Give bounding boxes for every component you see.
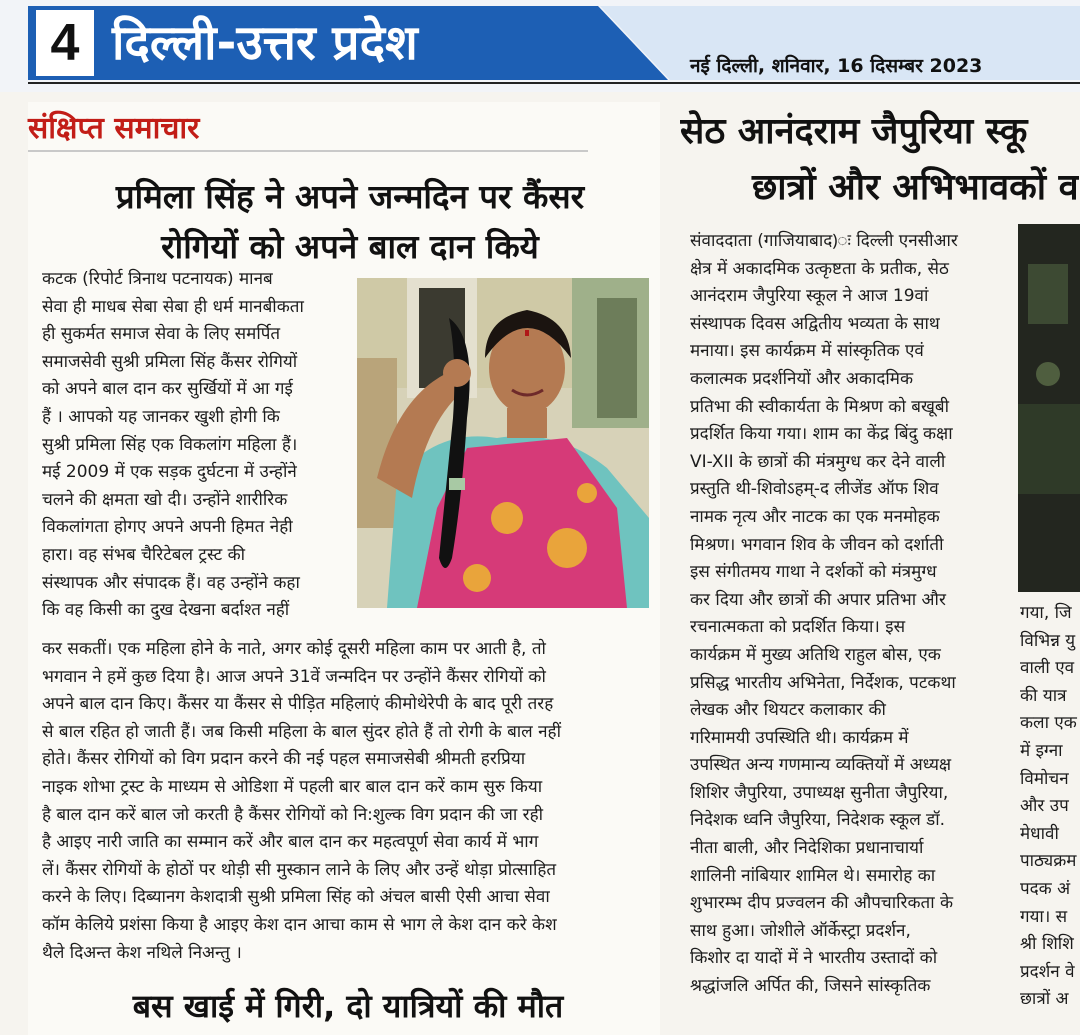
body-line: संस्थापक दिवस अद्वितीय भव्यता के साथ	[690, 313, 940, 334]
section-title: दिल्ली-उत्तर प्रदेश	[112, 15, 418, 71]
woman-holding-hair-photo	[357, 278, 649, 608]
second-headline: बस खाई में गिरी, दो यात्रियों की मौत	[132, 987, 564, 1025]
body-line: प्रस्तुति थी-शिवोऽहम्-द लीजेंड ऑफ शिव	[690, 479, 939, 500]
body-line: विमोचन	[1020, 768, 1069, 789]
body-line: वाली एव	[1020, 658, 1075, 679]
body-line: होते। कैंसर रोगियों को विग प्रदान करने की नई पहल समाजसेबी श्रीमती हरप्रिया	[42, 749, 526, 770]
body-line: से बाल रहित हो जाती हैं। जब किसी महिला के बाल सुंदर होते हैं तो रोगी के बाल नहीं	[42, 721, 561, 742]
body-line: सुश्री प्रमिला सिंह एक विकलांग महिला हैं।	[42, 434, 298, 455]
body-line: और उप	[1020, 796, 1069, 817]
page-number: 4	[36, 10, 94, 76]
body-line: करने के लिए। दिब्यानग केशदात्री सुश्री प्रमिला सिंह को अंचल बासी ऐसी आचा सेवा	[42, 887, 550, 908]
body-line: कला एक	[1020, 713, 1077, 734]
body-line: नामक नृत्य और नाटक का एक मनमोहक	[690, 506, 940, 527]
body-line: नाइक शोभा ट्रस्ट के माध्यम से ओडिशा में पहली बार बाल दान करें काम सुरु किया	[42, 776, 543, 797]
event-photo	[1018, 224, 1080, 592]
body-line: है आइए नारी जाति का सम्मान करें और बाल दान कर महत्वपूर्ण सेवा कार्य में भाग	[42, 832, 539, 853]
body-line: थैले दिअन्त केश नथिले निअन्तु ।	[42, 942, 242, 963]
right-article-body-col2	[1020, 600, 1080, 1014]
body-line: आनंदराम जैपुरिया स्कूल ने आज 19वां	[690, 286, 929, 307]
right-article-body	[690, 228, 996, 1001]
body-line: इस संगीतमय गाथा ने दर्शकों को मंत्रमुग्ध	[690, 562, 937, 583]
body-line: में इग्ना	[1020, 740, 1063, 761]
headline-line: छात्रों और अभिभावकों व	[752, 167, 1079, 208]
article-body-bottom	[42, 636, 650, 967]
body-line: शुभारम्भ दीप प्रज्वलन की औपचारिकता के	[690, 893, 954, 914]
body-line: ही सुकर्मत समाज सेवा के लिए समर्पित	[42, 324, 281, 345]
body-line: कर दिया और छात्रों की अपार प्रतिभा और	[690, 589, 946, 610]
body-line: संवाददाता (गाजियाबाद)ः दिल्ली एनसीआर	[690, 231, 958, 251]
body-line: लेखक और थियटर कलाकार की	[690, 700, 886, 721]
body-line: गरिमामयी उपस्थिति थी। कार्यक्रम में	[690, 727, 909, 748]
body-line: मेधावी	[1020, 823, 1059, 844]
body-line: सेवा ही माधब सेबा सेबा ही धर्म मानबीकता	[42, 296, 304, 317]
header-rule	[28, 82, 1080, 84]
body-line: हैं । आपको यह जानकर खुशी होगी कि	[42, 406, 280, 427]
body-line: हारा। वह संभब चैरिटेबल ट्रस्ट की	[42, 544, 246, 565]
body-line: किशोर दा यादों में ने भारतीय उस्तादों को	[690, 948, 938, 969]
body-line: प्रदर्शन वे	[1020, 961, 1075, 982]
body-line: नीता बाली, और निदेशिका प्रधानाचार्या	[690, 838, 924, 859]
body-line: मिश्रण। भगवान शिव के जीवन को दर्शाती	[690, 534, 944, 555]
dateline: नई दिल्ली, शनिवार, 16 दिसम्बर 2023	[690, 55, 983, 77]
body-line: VI-XII के छात्रों की मंत्रमुग्ध कर देने वाली	[690, 451, 946, 472]
body-line: छात्रों अ	[1020, 989, 1069, 1010]
body-line: शिशिर जैपुरिया, उपाध्यक्ष सुनीता जैपुरिया,	[690, 782, 949, 803]
body-line: रचनात्मकता को प्रदर्शित किया। इस	[690, 617, 906, 638]
body-line: शालिनी नांबियार शामिल थे। समारोह का	[690, 865, 936, 886]
body-line: श्रद्धांजलि अर्पित की, जिसने सांस्कृतिक	[690, 976, 931, 997]
right-article-photo	[1018, 224, 1080, 592]
body-line: प्रदर्शित किया गया। शाम का केंद्र बिंदु कक्षा	[690, 424, 953, 445]
body-line: चलने की क्षमता खो दी। उन्होंने शारीरिक	[42, 489, 288, 510]
body-line: मई 2009 में एक सड़क दुर्घटना में उन्होंने	[42, 462, 297, 483]
article-photo	[357, 278, 649, 608]
body-line: भगवान ने हमें कुछ दिया है। आज अपने 31वें जन्मदिन पर उन्होंने कैंसर रोगियों को	[42, 666, 546, 687]
body-line: समाजसेवी सुश्री प्रमिला सिंह कैंसर रोगियों	[42, 351, 298, 372]
body-line: पाठ्यक्रम	[1020, 851, 1077, 872]
body-line: की यात्र	[1020, 685, 1067, 706]
body-line: संस्थापक और संपादक हैं। वह उन्होंने कहा	[42, 572, 300, 593]
body-line: लें। कैंसर रोगियों के होठों पर थोड़ी सी मुस्कान लाने के लिए और उन्हें थोड़ा प्रोत्साहित	[42, 859, 557, 880]
article-body-top	[42, 266, 348, 625]
body-line: कटक (रिपोर्ट त्रिनाथ पटनायक) मानब	[42, 269, 273, 289]
body-line: कार्यक्रम में मुख्य अतिथि राहुल बोस, एक	[690, 644, 941, 665]
brief-news-divider	[28, 150, 588, 152]
right-article-headline	[680, 104, 1079, 216]
body-line: साथ हुआ। जोशीले ऑर्केस्ट्रा प्रदर्शन,	[690, 920, 911, 941]
body-line: कर सकतीं। एक महिला होने के नाते, अगर कोई दूसरी महिला काम पर आती है, तो	[42, 639, 546, 659]
body-line: निदेशक ध्वनि जैपुरिया, निदेशक स्कूल डॉ.	[690, 810, 946, 831]
headline-line: रोगियों को अपने बाल दान किये	[161, 227, 539, 266]
body-line: प्रसिद्ध भारतीय अभिनेता, निर्देशक, पटकथा	[690, 672, 956, 693]
page-header	[0, 0, 1080, 92]
body-line: मनाया। इस कार्यक्रम में सांस्कृतिक एवं	[690, 341, 924, 362]
body-line: पदक अं	[1020, 878, 1071, 899]
body-line: अपने बाल दान किए। कैंसर या कैंसर से पीड़ित महिलाएं कीमोथेरेपी के बाद पूरी तरह	[42, 694, 554, 715]
body-line: गया। स	[1020, 906, 1068, 927]
body-line: श्री शिशि	[1020, 934, 1074, 955]
body-line: कॉम केलिये प्रशंसा किया है आइए केश दान आचा काम से भाग ले केश दान करे केश	[42, 914, 557, 935]
headline-line: सेठ आनंदराम जैपुरिया स्कू	[680, 111, 1028, 152]
body-line: कि वह किसी का दुख देखना बर्दाश्त नहीं	[42, 600, 290, 621]
brief-news-label: संक्षिप्त समाचार	[28, 111, 200, 146]
body-line: क्षेत्र में अकादमिक उत्कृष्टता के प्रतीक, सेठ	[690, 258, 949, 279]
body-line: को अपने बाल दान कर सुर्खियों में आ गई	[42, 379, 293, 400]
body-line: विभिन्न यु	[1020, 630, 1076, 651]
body-line: गया, जि	[1020, 603, 1072, 623]
headline-line: प्रमिला सिंह ने अपने जन्मदिन पर कैंसर	[115, 177, 585, 216]
body-line: कलात्मक प्रदर्शनियों और अकादमिक	[690, 368, 913, 389]
article-headline	[40, 172, 660, 272]
body-line: प्रतिभा की स्वीकार्यता के मिश्रण को बखूबी	[690, 396, 950, 417]
body-line: विकलांगता होगए अपने अपनी हिमत नेही	[42, 517, 293, 538]
body-line: है बाल दान करें बाल जो करती है कैंसर रोगियों को नि:शुल्क विग प्रदान की जा रही	[42, 804, 544, 825]
body-line: उपस्थित अन्य गणमान्य व्यक्तियों में अध्यक्ष	[690, 755, 952, 776]
